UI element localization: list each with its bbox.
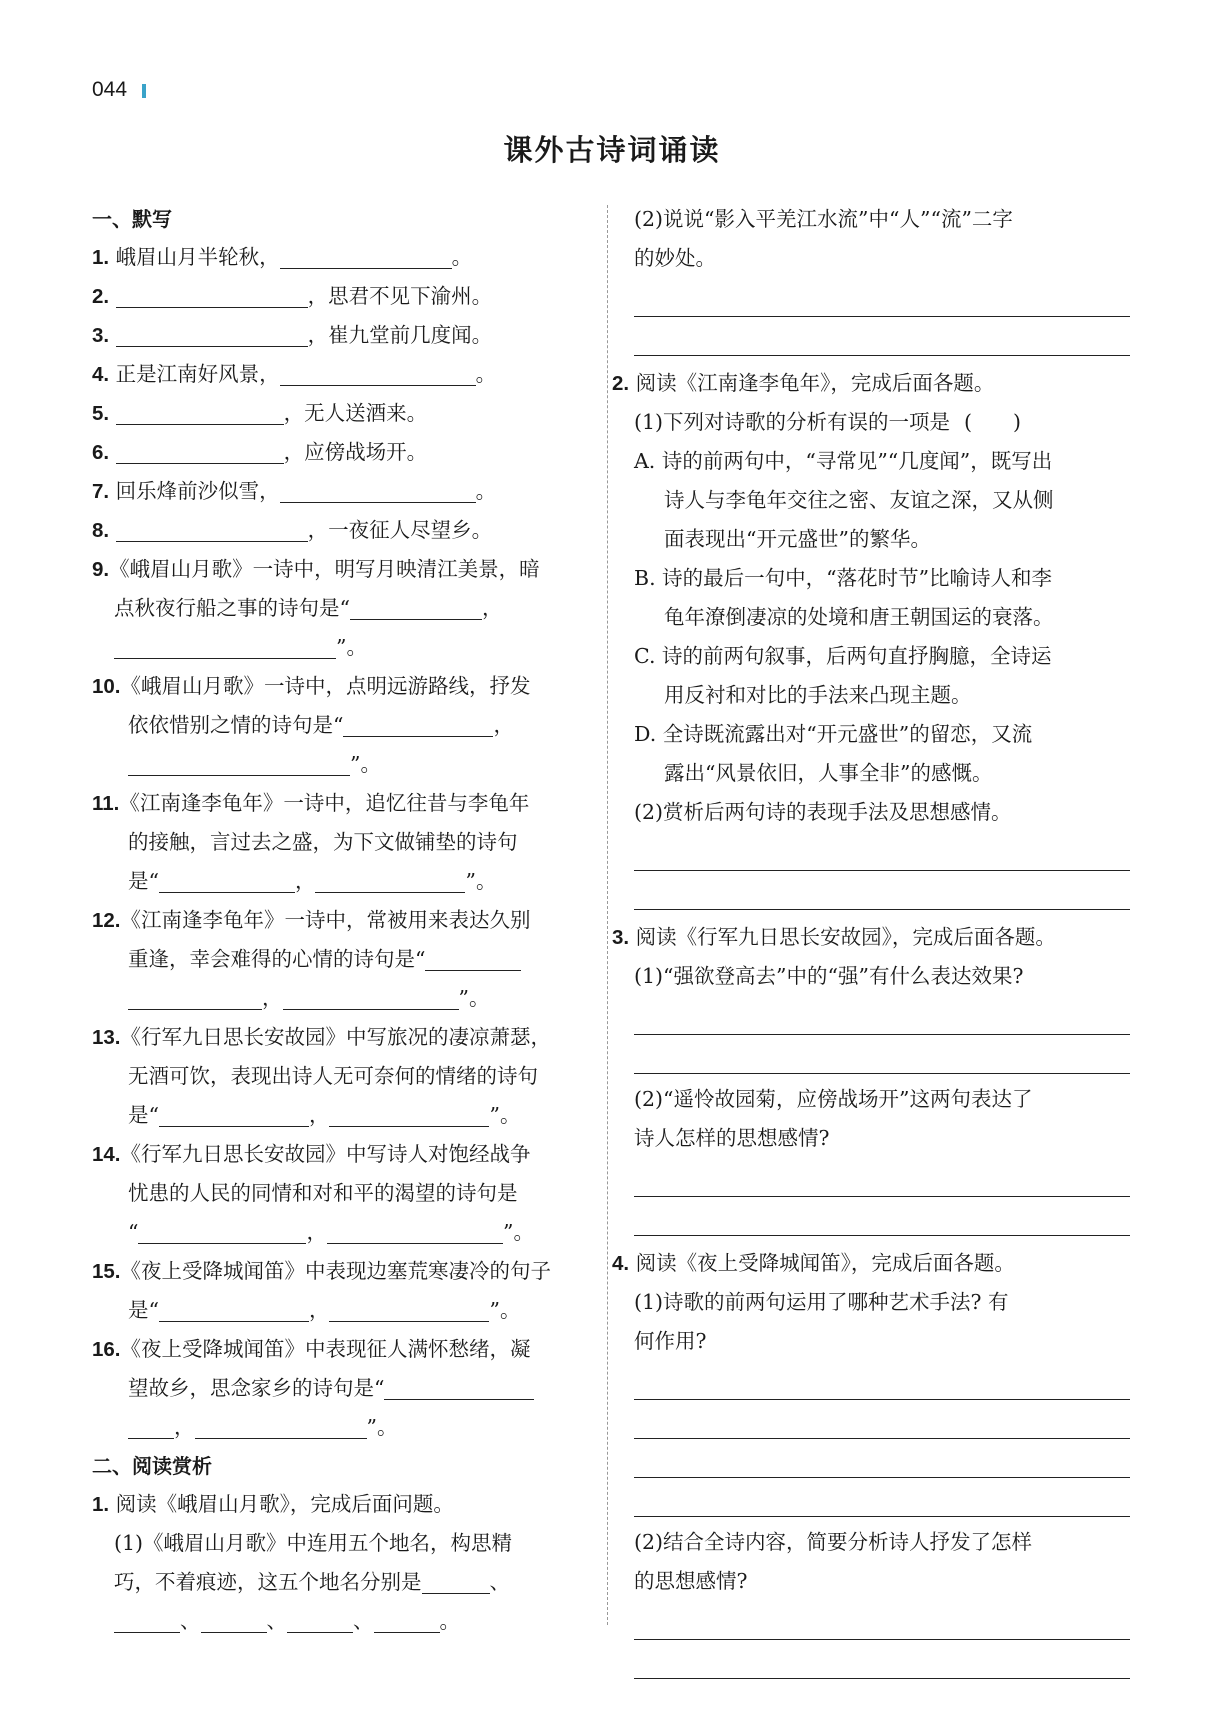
question-16: 16.《夜上受降城闻笛》中表现征人满怀愁绪，凝 望故乡，思念家乡的诗句是“ ， ”。 — [92, 1330, 588, 1447]
question-6: 6. ，应傍战场开。 — [92, 440, 428, 464]
question-9: 9.《峨眉山月歌》一诗中，明写月映清江美景，暗 点秋夜行船之事的诗句是“ ， ”。 — [92, 557, 540, 659]
question-2: 2. ，思君不见下渝州。 — [92, 284, 493, 308]
answer-line[interactable] — [634, 1361, 1130, 1400]
answer-line[interactable] — [634, 1439, 1130, 1478]
answer-blank[interactable] — [116, 283, 308, 308]
section-heading: 一、默写 — [92, 207, 172, 231]
left-column — [92, 200, 588, 1641]
answer-blank[interactable] — [128, 985, 262, 1010]
reading-question-1: 1. 阅读《峨眉山月歌》，完成后面问题。 (1)《峨眉山月歌》中连用五个地名，构思精 巧，不着痕迹，这五个地名分别是 、 、 、 、 。 — [92, 1492, 513, 1633]
answer-blank[interactable] — [343, 712, 493, 737]
answer-blank[interactable] — [329, 1102, 489, 1127]
reading-question-4: 4. 阅读《夜上受降城闻笛》，完成后面各题。 (1)诗歌的前两句运用了哪种艺术手法? 有 何作用? (2)结合全诗内容，简要分析诗人抒发了怎样 的思想感情? — [634, 1244, 1130, 1679]
question-4: 4. 正是江南好风景， 。 — [92, 362, 497, 386]
answer-line[interactable] — [634, 832, 1130, 871]
answer-blank[interactable] — [116, 400, 284, 425]
answer-blank[interactable] — [280, 244, 452, 269]
answer-line[interactable] — [634, 996, 1130, 1035]
answer-choice-box[interactable]: ( ) — [964, 410, 1022, 434]
question-15: 15.《夜上受降城闻笛》中表现边塞荒寒凄冷的句子 是“ ， ”。 — [92, 1259, 551, 1322]
question-14: 14.《行军九日思长安故园》中写诗人对饱经战争 忧患的人民的同情和对和平的渴望的诗句是 “ ， ”。 — [92, 1142, 534, 1244]
page-marker-icon — [142, 84, 146, 98]
answer-blank[interactable] — [116, 439, 284, 464]
answer-blank[interactable] — [287, 1608, 353, 1633]
question-3: 3. ，崔九堂前几度闻。 — [92, 323, 493, 347]
question-13: 13.《行军九日思长安故园》中写旅况的凄凉萧瑟， 无酒可饮，表现出诗人无可奈何的情绪的诗句 是“ ， ”。 — [92, 1025, 551, 1127]
answer-blank[interactable] — [374, 1608, 440, 1633]
answer-line[interactable] — [634, 278, 1130, 317]
answer-line[interactable] — [634, 1478, 1130, 1517]
answer-blank[interactable] — [280, 361, 476, 386]
page-number: 044 — [92, 78, 128, 101]
answer-blank[interactable] — [116, 322, 308, 347]
answer-blank[interactable] — [425, 946, 521, 971]
option-b: B. 诗的最后一句中，“落花时节”比喻诗人和李 — [634, 566, 1053, 590]
answer-blank[interactable] — [128, 751, 350, 776]
reading-question-2: 2. 阅读《江南逢李龟年》，完成后面各题。 (1)下列对诗歌的分析有误的一项是 ( ) A. 诗的前两句中，“寻常见”“几度闻”，既写出 诗人与李龟年交往之密、友谊之深，又从侧 面表现出“开元盛世”的繁华。 B. 诗的最后一句中，“落花时节”比喻诗人和李 龟年潦倒凄凉的处境和唐王朝国运的衰落。 C. 诗的前两句叙事，后两句直抒胸臆，全诗运 用反衬和对比的手法来凸现主题。 D. 全诗既流露出对“开元盛世”的留恋，又流 露出“风景依旧，人事全非”的感慨。 (2)赏析后两句诗的表现手法及思想感情。 — [634, 364, 1130, 910]
answer-blank[interactable] — [283, 985, 459, 1010]
answer-blank[interactable] — [114, 1608, 180, 1633]
question-10: 10.《峨眉山月歌》一诗中，点明远游路线，抒发 依依惜别之情的诗句是“ ， ”。 — [92, 674, 531, 776]
answer-line[interactable] — [634, 1400, 1130, 1439]
answer-blank[interactable] — [201, 1608, 267, 1633]
answer-blank[interactable] — [422, 1569, 490, 1594]
answer-blank[interactable] — [159, 1102, 309, 1127]
answer-blank[interactable] — [350, 595, 482, 620]
question-7: 7. 回乐烽前沙似雪， 。 — [92, 479, 497, 503]
answer-blank[interactable] — [116, 517, 308, 542]
answer-line[interactable] — [634, 871, 1130, 910]
reading-question-3: 3. 阅读《行军九日思长安故园》，完成后面各题。 (1)“强欲登高去”中的“强”有什么表达效果? (2)“遥怜故园菊，应傍战场开”这两句表达了 诗人怎样的思想感情? — [634, 918, 1130, 1236]
answer-blank[interactable] — [114, 634, 336, 659]
answer-blank[interactable] — [159, 868, 295, 893]
answer-blank[interactable] — [280, 478, 476, 503]
section-heading: 二、阅读赏析 — [92, 1454, 212, 1478]
answer-blank[interactable] — [315, 868, 465, 893]
answer-blank[interactable] — [329, 1297, 489, 1322]
question-12: 12.《江南逢李龟年》一诗中，常被用来表达久别 重逢，幸会难得的心情的诗句是“ ， ”。 — [92, 908, 531, 1010]
answer-line[interactable] — [634, 1640, 1130, 1679]
q1-part2: (2)说说“影入平羌江水流”中“人”“流”二字 — [634, 207, 1013, 231]
answer-line[interactable] — [634, 1158, 1130, 1197]
option-c: C. 诗的前两句叙事，后两句直抒胸臆，全诗运 — [634, 644, 1052, 668]
question-11: 11.《江南逢李龟年》一诗中，追忆往昔与李龟年 的接触，言过去之盛，为下文做铺垫的诗句 是“ ， ”。 — [92, 791, 530, 893]
answer-blank[interactable] — [195, 1414, 367, 1439]
answer-line[interactable] — [634, 1035, 1130, 1074]
option-a: A. 诗的前两句中，“寻常见”“几度闻”，既写出 — [634, 449, 1053, 473]
question-5: 5. ，无人送酒来。 — [92, 401, 428, 425]
option-d: D. 全诗既流露出对“开元盛世”的留恋，又流 — [634, 722, 1033, 746]
page-title: 课外古诗词诵读 — [503, 133, 721, 167]
column-divider — [607, 205, 608, 1625]
answer-blank[interactable] — [159, 1297, 309, 1322]
answer-blank[interactable] — [384, 1375, 534, 1400]
answer-blank[interactable] — [128, 1414, 174, 1439]
question-1: 1. 峨眉山月半轮秋， 。 — [92, 245, 473, 269]
question-8: 8. ，一夜征人尽望乡。 — [92, 518, 493, 542]
answer-blank[interactable] — [138, 1219, 306, 1244]
answer-blank[interactable] — [327, 1219, 503, 1244]
answer-line[interactable] — [634, 317, 1130, 356]
right-column: (2)说说“影入平羌江水流”中“人”“流”二字 的妙处。 2. 阅读《江南逢李龟年》，完成后面各题。 (1)下列对诗歌的分析有误的一项是 ( ) A. 诗的前两句中，“寻常见”“几度闻”，既写出 诗人与李龟年交往之密、友谊之深，又从侧 面表现出“开元盛世”的繁华。 B. 诗的最后一句中，“落花时节”比喻诗人和李 龟年潦倒凄凉的处境和唐王朝国运的衰落。 C. 诗的前两句叙事，后两句直抒胸臆，全诗运 用反衬和对比的手法来凸现主题。 D. 全诗既流露出对“开元盛世”的留恋，又流 露出“风景依旧，人事全非”的感慨。 (2)赏析后两句诗的表现手法及思想感情。 3. 阅读《行军九日思长安故园》，完成后面各题。 (1)“强欲登高去”中的“强”有什么表达效果? (2)“遥怜故园菊，应傍战场开”这两句表达了 诗人怎样的思想感情? 4. 阅读《夜上受降城闻笛》，完成后面各题。 (1)诗歌的前两句运用了哪种艺术手法? 有 何作用? (2)结合全诗内容，简要分析诗人抒发了怎样 的思想感情? — [634, 200, 1130, 1679]
answer-line[interactable] — [634, 1601, 1130, 1640]
answer-line[interactable] — [634, 1197, 1130, 1236]
